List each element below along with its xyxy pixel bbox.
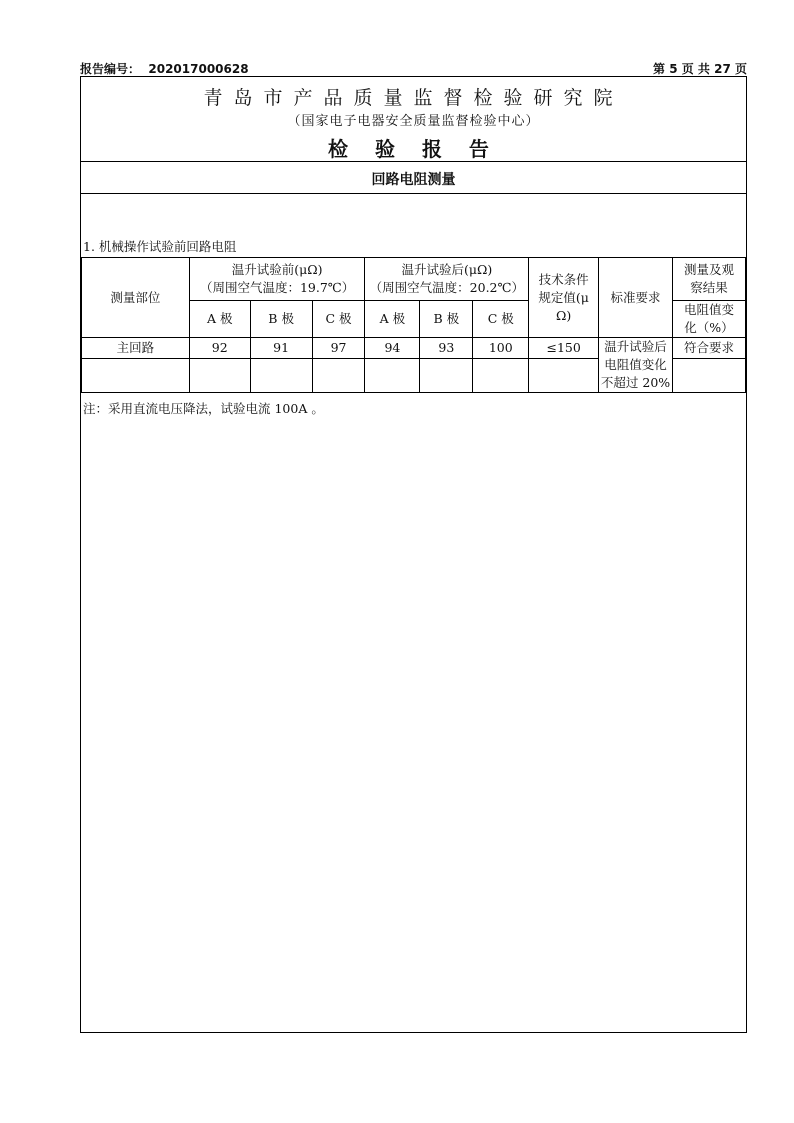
standard-line1: 温升试验后 <box>604 339 667 354</box>
section-title: 回路电阻测量 <box>371 172 456 188</box>
cell-before-c: 97 <box>312 338 365 359</box>
table-row <box>82 338 746 359</box>
cell-standard <box>599 338 673 393</box>
organization-subname: （国家电子电器安全质量监督检验中心） <box>287 114 540 129</box>
header-result <box>673 258 746 301</box>
cell-before-b: 91 <box>250 338 312 359</box>
report-frame <box>80 76 747 1033</box>
sub-header-change-line2: 化（%） <box>684 320 734 335</box>
cell-part: 主回路 <box>82 338 190 359</box>
cell-empty <box>250 359 312 393</box>
sub-header-b-after: B 极 <box>420 301 473 338</box>
header-before-line1: 温升试验前(μΩ) <box>231 262 323 277</box>
header-measure-part: 测量部位 <box>82 258 190 338</box>
cell-empty <box>673 359 746 393</box>
cell-spec: ≤150 <box>529 338 599 359</box>
divider <box>81 161 746 162</box>
standard-line2: 电阻值变化 <box>604 357 667 372</box>
sub-header-a-before: A 极 <box>189 301 250 338</box>
sub-header-change-line1: 电阻值变 <box>683 302 734 317</box>
page-header <box>80 58 747 76</box>
header-after-test <box>365 258 529 301</box>
report-title: 检 验 报 告 <box>328 137 499 161</box>
cell-empty <box>420 359 473 393</box>
report-number <box>80 60 249 77</box>
cell-empty <box>529 359 599 393</box>
sub-header-c-before: C 极 <box>312 301 365 338</box>
report-number-value: 202017000628 <box>148 62 249 76</box>
resistance-table <box>81 257 746 393</box>
standard-line3: 不超过 20% <box>600 375 671 390</box>
header-before-test <box>189 258 365 301</box>
header-result-line1: 测量及观 <box>683 262 734 277</box>
header-spec-value <box>529 258 599 338</box>
divider <box>81 193 746 194</box>
header-spec-line2: 规定值(μ <box>538 289 589 305</box>
header-before-line2: （周围空气温度：19.7℃） <box>199 280 355 295</box>
header-standard: 标准要求 <box>599 258 673 338</box>
sub-header-b-before: B 极 <box>250 301 312 338</box>
organization-name: 青岛市产品质量监督检验研究院 <box>203 87 624 109</box>
report-number-label: 报告编号： <box>80 62 141 76</box>
sub-header-change <box>673 301 746 338</box>
cell-empty <box>82 359 190 393</box>
page-info: 第 5 页 共 27 页 <box>653 62 747 76</box>
sub-header-c-after: C 极 <box>473 301 529 338</box>
header-spec-line3: Ω) <box>556 307 572 323</box>
cell-empty <box>473 359 529 393</box>
note: 注：采用直流电压降法，试验电流 100A 。 <box>83 401 324 416</box>
cell-empty <box>312 359 365 393</box>
sub-header-a-after: A 极 <box>365 301 420 338</box>
header-after-line2: （周围空气温度：20.2℃） <box>369 280 524 295</box>
cell-after-c: 100 <box>473 338 529 359</box>
header-spec-line1: 技术条件 <box>538 271 589 287</box>
cell-after-a: 94 <box>365 338 420 359</box>
header-after-line1: 温升试验后(μΩ) <box>401 262 493 277</box>
cell-before-a: 92 <box>189 338 250 359</box>
cell-after-b: 93 <box>420 338 473 359</box>
cell-empty <box>189 359 250 393</box>
header-result-line2: 察结果 <box>690 280 728 295</box>
item-title: 1. 机械操作试验前回路电阻 <box>83 239 237 254</box>
cell-empty <box>365 359 420 393</box>
cell-result: 符合要求 <box>673 338 746 359</box>
